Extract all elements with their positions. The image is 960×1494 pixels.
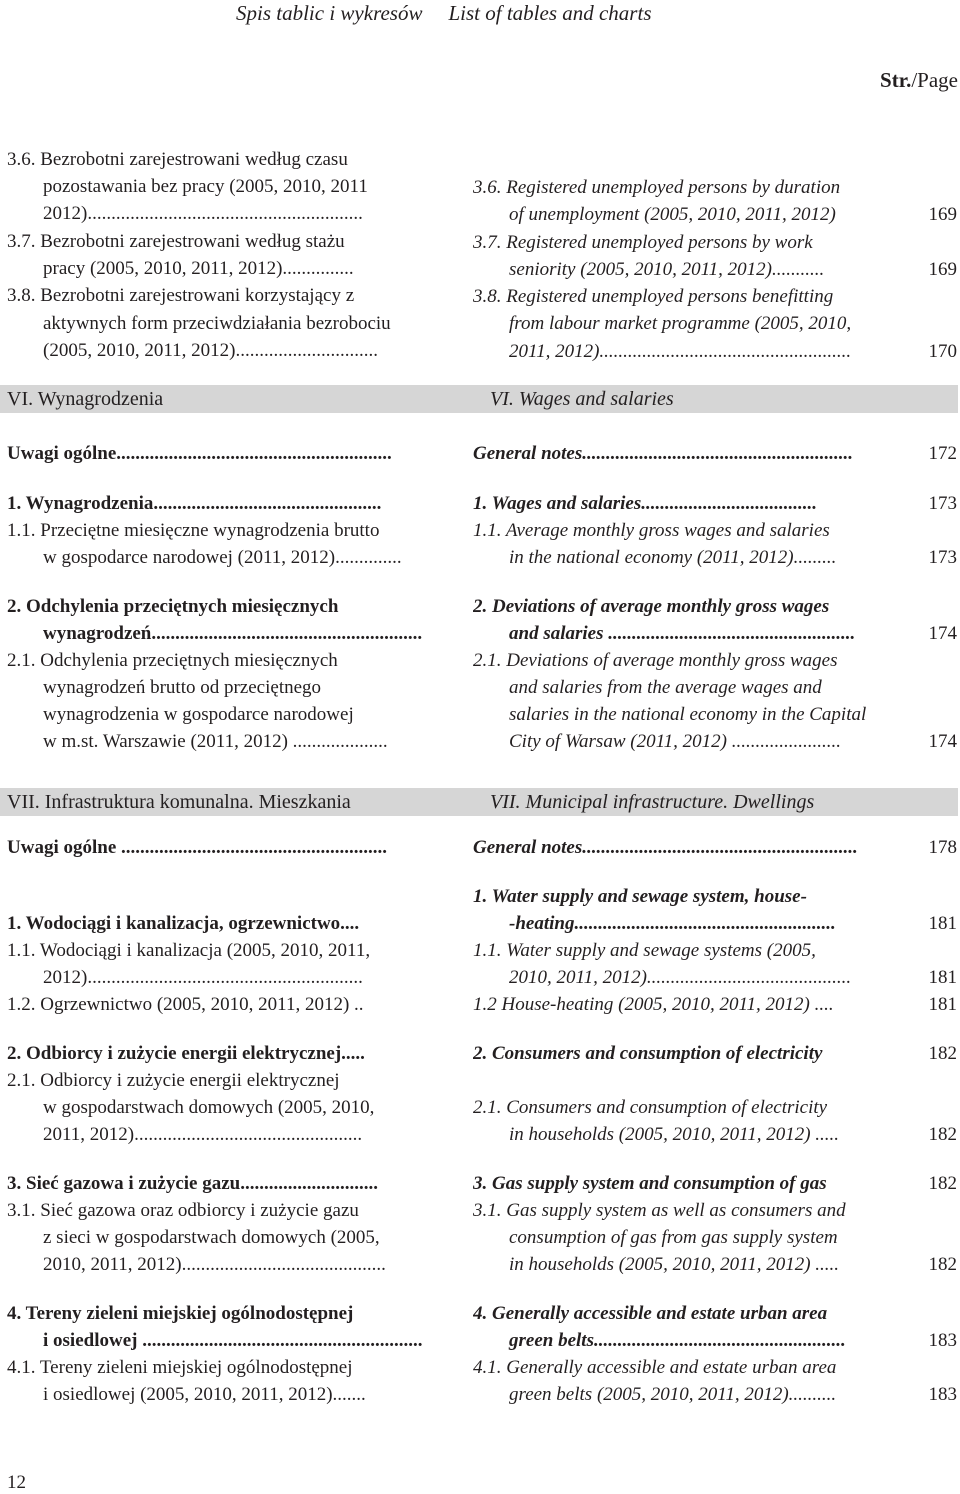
- page-ref: 181: [928, 967, 957, 988]
- toc-pl-line: pozostawania bez pracy (2005, 2010, 2011: [43, 176, 368, 197]
- toc-pl-line: 3.6. Bezrobotni zarejestrowani według czasu: [7, 149, 348, 170]
- toc-pl-line: wynagrodzeń brutto od przeciętnego: [43, 677, 322, 698]
- page-ref: 182: [928, 1043, 957, 1064]
- toc-pl-line: 3.8. Bezrobotni zarejestrowani korzystający z: [7, 285, 355, 306]
- toc-pl-line: 2.1. Odchylenia przeciętnych miesięcznych: [7, 650, 338, 671]
- toc-pl-line: w m.st. Warszawie (2011, 2012) ....................: [43, 731, 388, 752]
- section-heading-vii: [0, 788, 958, 816]
- page-ref: 174: [928, 731, 957, 752]
- toc-en-line: green belts (2005, 2010, 2011, 2012)..........: [509, 1384, 837, 1405]
- toc-pl-line: aktywnych form przeciwdziałania bezrobociu: [43, 313, 391, 334]
- page-ref: 178: [928, 837, 957, 858]
- toc-pl-line: pracy (2005, 2010, 2011, 2012)...............: [43, 258, 354, 279]
- section-heading-pl: VII. Infrastruktura komunalna. Mieszkania: [7, 791, 351, 813]
- toc-en-line: 4.1. Generally accessible and estate urban area: [473, 1357, 837, 1378]
- section-heading-en: VI. Wages and salaries: [490, 388, 674, 410]
- toc-en-line: 1.1. Water supply and sewage systems (2005,: [473, 940, 816, 961]
- header-pl: Spis tablic i wykresów: [236, 1, 423, 25]
- toc-pl-line: w gospodarce narodowej (2011, 2012)..............: [43, 547, 402, 568]
- toc-en-line: 4. Generally accessible and estate urban area: [473, 1303, 828, 1324]
- toc-en-line: General notes..........................................................: [473, 837, 858, 858]
- toc-pl-line: 1.1. Wodociągi i kanalizacja (2005, 2010, 2011,: [7, 940, 371, 961]
- page-ref: 183: [928, 1384, 957, 1405]
- page-ref: 182: [928, 1254, 957, 1275]
- page-ref: 169: [928, 259, 957, 280]
- toc-en-line: seniority (2005, 2010, 2011, 2012)...........: [509, 259, 825, 280]
- toc-pl-line: 2012)..........................................................: [43, 203, 363, 224]
- toc-pl-line: 3.7. Bezrobotni zarejestrowani według stażu: [7, 231, 345, 252]
- toc-en-line: salaries in the national economy in the Capital: [509, 704, 867, 725]
- section-heading-vi: [0, 385, 958, 413]
- toc-en-line: of unemployment (2005, 2010, 2011, 2012): [509, 204, 836, 225]
- toc-en-line: green belts.....................................................: [509, 1330, 846, 1351]
- page-ref: 172: [928, 443, 957, 464]
- toc-en-line: and salaries from the average wages and: [509, 677, 822, 698]
- page-ref: 182: [928, 1124, 957, 1145]
- toc-en-line: 1. Water supply and sewage system, house-: [473, 886, 807, 907]
- toc-en-line: General notes.........................................................: [473, 443, 853, 464]
- toc-pl-line: Uwagi ogólne..........................................................: [7, 443, 392, 464]
- toc-pl-line: 2012)..........................................................: [43, 967, 363, 988]
- toc-en-line: City of Warsaw (2011, 2012) .......................: [509, 731, 841, 752]
- toc-pl-line: 1.2. Ogrzewnictwo (2005, 2010, 2011, 2012) ..: [7, 994, 364, 1015]
- page-ref: 173: [928, 547, 957, 568]
- running-header: [236, 0, 678, 26]
- toc-pl-line: 3. Sieć gazowa i zużycie gazu.............................: [7, 1173, 378, 1194]
- toc-en-line: 1.1. Average monthly gross wages and salaries: [473, 520, 830, 541]
- page-ref: 170: [928, 341, 957, 362]
- toc-pl-line: wynagrodzenia w gospodarce narodowej: [43, 704, 354, 725]
- toc-en-line: 2. Consumers and consumption of electricity: [473, 1043, 823, 1064]
- page-ref: 173: [928, 493, 957, 514]
- toc-en-line: 3.6. Registered unemployed persons by duration: [473, 177, 841, 198]
- toc-pl-line: 2.1. Odbiorcy i zużycie energii elektrycznej: [7, 1070, 340, 1091]
- toc-pl-line: 2011, 2012)................................................: [43, 1124, 363, 1145]
- page-ref: 182: [928, 1173, 957, 1194]
- toc-pl-line: z sieci w gospodarstwach domowych (2005,: [43, 1227, 380, 1248]
- page-ref: 183: [928, 1330, 957, 1351]
- page-ref: 181: [928, 994, 957, 1015]
- toc-en-line: 2010, 2011, 2012)...........................................: [509, 967, 852, 988]
- toc-en-line: from labour market programme (2005, 2010,: [509, 313, 852, 334]
- toc-en-line: -heating.......................................................: [509, 913, 836, 934]
- toc-pl-line: 3.1. Sieć gazowa oraz odbiorcy i zużycie gazu: [7, 1200, 359, 1221]
- toc-pl-line: 4.1. Tereny zieleni miejskiej ogólnodostępnej: [7, 1357, 353, 1378]
- toc-pl-line: 2010, 2011, 2012)...........................................: [43, 1254, 386, 1275]
- toc-pl-line: Uwagi ogólne ........................................................: [7, 837, 387, 858]
- toc-en-line: consumption of gas from gas supply system: [509, 1227, 838, 1248]
- toc-en-line: in households (2005, 2010, 2011, 2012) .....: [509, 1254, 840, 1275]
- toc-pl-line: wynagrodzeń.........................................................: [43, 623, 423, 644]
- page-ref: 169: [928, 204, 957, 225]
- toc-pl-line: 2. Odchylenia przeciętnych miesięcznych: [7, 596, 339, 617]
- toc-pl-line: i osiedlowej ...........................................................: [43, 1330, 423, 1351]
- page-number: 12: [7, 1472, 26, 1493]
- toc-pl-line: 1. Wodociągi i kanalizacja, ogrzewnictwo....: [7, 913, 360, 934]
- toc-en-line: 3. Gas supply system and consumption of gas: [473, 1173, 827, 1194]
- toc-en-line: and salaries ....................................................: [509, 623, 856, 644]
- page-ref: 174: [928, 623, 957, 644]
- toc-pl-line: 1. Wynagrodzenia................................................: [7, 493, 382, 514]
- toc-en-line: 2011, 2012).....................................................: [509, 341, 852, 362]
- str-page-label: Str./Page: [880, 68, 958, 92]
- toc-en-line: in households (2005, 2010, 2011, 2012) .....: [509, 1124, 840, 1145]
- toc-en-line: 3.1. Gas supply system as well as consumers and: [473, 1200, 846, 1221]
- toc-en-line: 2. Deviations of average monthly gross wages: [473, 596, 830, 617]
- section-heading-pl: VI. Wynagrodzenia: [7, 388, 164, 410]
- toc-pl-line: 2. Odbiorcy i zużycie energii elektrycznej.....: [7, 1043, 365, 1064]
- toc-en-line: 3.7. Registered unemployed persons by work: [473, 232, 813, 253]
- toc-pl-line: 4. Tereny zieleni miejskiej ogólnodostępnej: [7, 1303, 354, 1324]
- toc-en-line: in the national economy (2011, 2012).........: [509, 547, 837, 568]
- toc-en-line: 3.8. Registered unemployed persons benefitting: [473, 286, 834, 307]
- toc-pl-line: (2005, 2010, 2011, 2012)..............................: [43, 340, 378, 361]
- page-ref: 181: [928, 913, 957, 934]
- toc-en-line: 1.2 House-heating (2005, 2010, 2011, 2012) ....: [473, 994, 834, 1015]
- section-heading-en: VII. Municipal infrastructure. Dwellings: [490, 791, 815, 813]
- toc-pl-line: i osiedlowej (2005, 2010, 2011, 2012).......: [43, 1384, 366, 1405]
- header-en: List of tables and charts: [448, 1, 652, 25]
- toc-pl-line: 1.1. Przeciętne miesięczne wynagrodzenia brutto: [7, 520, 380, 541]
- toc-en-line: 1. Wages and salaries.....................................: [473, 493, 817, 514]
- toc-en-line: 2.1. Deviations of average monthly gross wages: [473, 650, 838, 671]
- toc-en-line: 2.1. Consumers and consumption of electricity: [473, 1097, 828, 1118]
- toc-pl-line: w gospodarstwach domowych (2005, 2010,: [43, 1097, 375, 1118]
